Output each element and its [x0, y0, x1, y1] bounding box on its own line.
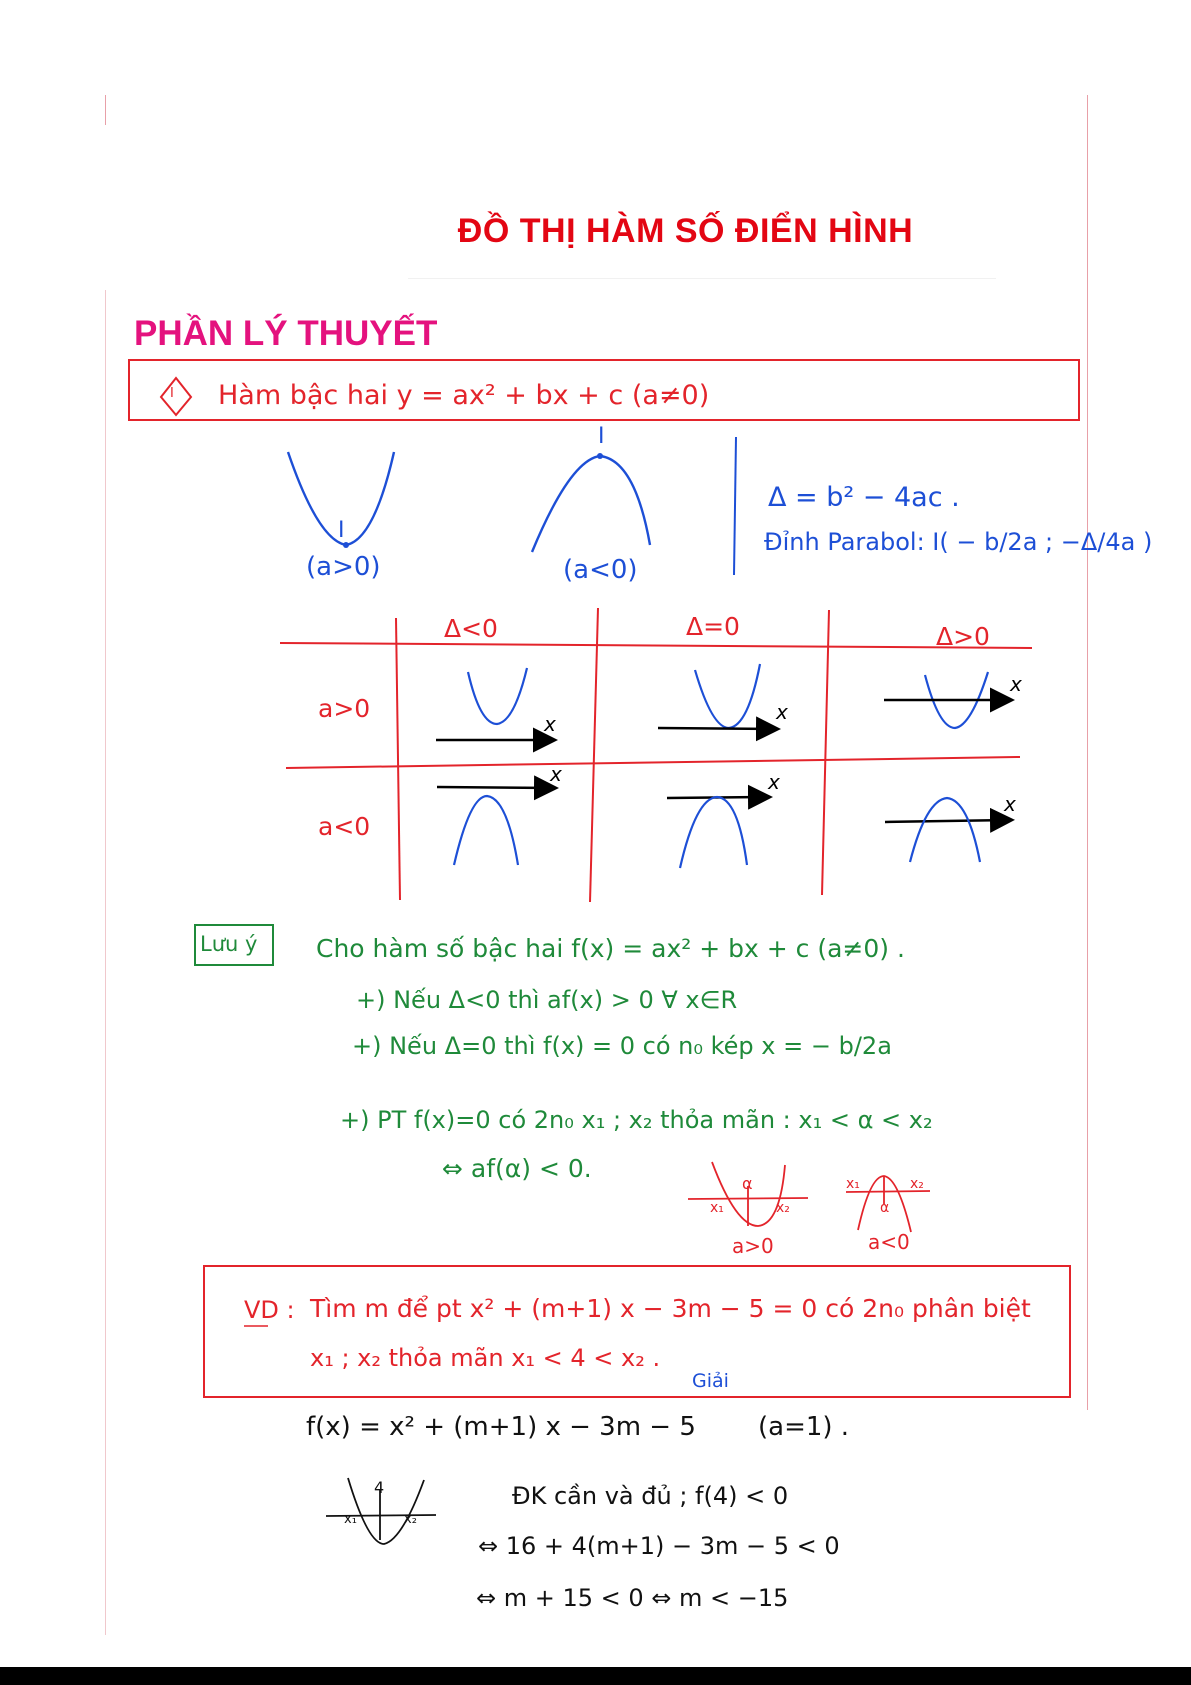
- axis-label: x: [1010, 672, 1022, 696]
- box-number: I: [170, 386, 174, 401]
- col-header-delta-neg: Δ<0: [444, 614, 498, 643]
- solution-line-2: ĐK cần và đủ ; f(4) < 0: [512, 1482, 789, 1510]
- axis-label: x: [1004, 792, 1016, 816]
- vertex-formula: Đỉnh Parabol: I( − b/2a ; −Δ/4a ): [764, 528, 1153, 556]
- sketch2-alpha: α: [880, 1200, 890, 1216]
- sketch-up-label: a>0: [732, 1234, 774, 1258]
- section-heading: PHẦN LÝ THUYẾT: [134, 314, 438, 353]
- box-example: [204, 1266, 1070, 1397]
- axis-label: x: [768, 770, 780, 794]
- cell-up-neg: [468, 668, 527, 724]
- sketch-up: [688, 1162, 808, 1226]
- example-line-1: Tìm m để pt x² + (m+1) x − 3m − 5 = 0 có 2n₀ phân biệt: [310, 1294, 1031, 1323]
- solution-line-1-note: (a=1) .: [758, 1412, 850, 1442]
- example-tag: VD :: [244, 1296, 295, 1324]
- label-a-positive: (a>0): [306, 552, 381, 582]
- solution-line-3: ⇔ 16 + 4(m+1) − 3m − 5 < 0: [478, 1532, 840, 1560]
- note-line-1: Cho hàm số bậc hai f(x) = ax² + bx + c (a≠0) .: [316, 934, 905, 963]
- sketch-down-label: a<0: [868, 1230, 910, 1254]
- vertex-label-up: I: [338, 518, 345, 543]
- vertex-dot-down: [597, 453, 603, 459]
- cell-down-neg: [454, 796, 518, 865]
- sign-table-grid: [280, 608, 1032, 902]
- note-line-5: ⇔ af(α) < 0.: [442, 1154, 592, 1183]
- example-line-2: x₁ ; x₂ thỏa mãn x₁ < 4 < x₂ .: [310, 1344, 661, 1372]
- note-line-2: +) Nếu Δ<0 thì af(x) > 0 ∀ x∈R: [356, 986, 738, 1014]
- page-title: ĐỒ THỊ HÀM SỐ ĐIỂN HÌNH: [457, 212, 914, 250]
- axis-label: x: [550, 762, 562, 786]
- solution-line-1: f(x) = x² + (m+1) x − 3m − 5: [306, 1412, 696, 1442]
- sketch-alpha: α: [742, 1174, 753, 1193]
- note-line-4: +) PT f(x)=0 có 2n₀ x₁ ; x₂ thỏa mãn : x₁ < α < x₂: [340, 1106, 933, 1134]
- cell-down-neg-axis: [437, 787, 554, 788]
- label-a-negative: (a<0): [563, 555, 638, 585]
- parabola-down: [532, 456, 650, 552]
- diamond-icon: [161, 378, 191, 415]
- sketch-x1: x₁: [710, 1200, 724, 1216]
- formula-divider: [734, 437, 736, 575]
- box-quadratic-text: Hàm bậc hai y = ax² + bx + c (a≠0): [218, 380, 710, 411]
- bottom-bar: [0, 1667, 1191, 1685]
- solution-label: Giải: [692, 1370, 729, 1392]
- sketch2-x1: x₁: [846, 1176, 860, 1192]
- delta-formula: Δ = b² − 4ac .: [768, 482, 960, 513]
- col-header-delta-pos: Δ>0: [936, 622, 990, 651]
- cell-up-zero: [695, 664, 760, 728]
- vertex-label-down: I: [598, 424, 605, 449]
- solution-line-4: ⇔ m + 15 < 0 ⇔ m < −15: [476, 1584, 789, 1612]
- solution-sketch-x2: x₂: [404, 1512, 417, 1527]
- row-header-a-pos: a>0: [318, 694, 371, 723]
- note-badge: Lưu ý: [200, 932, 258, 956]
- cell-down-pos: [910, 798, 980, 862]
- cell-down-pos-axis: [885, 820, 1010, 822]
- cell-down-zero: [680, 797, 747, 868]
- note-line-3: +) Nếu Δ=0 thì f(x) = 0 có n₀ kép x = − b/2a: [352, 1032, 892, 1060]
- col-header-delta-zero: Δ=0: [686, 612, 740, 641]
- axis-label: x: [776, 700, 788, 724]
- cell-up-zero-axis: [658, 728, 776, 729]
- row-header-a-neg: a<0: [318, 812, 371, 841]
- solution-sketch-x1: x₁: [344, 1512, 357, 1527]
- solution-sketch-label: 4: [374, 1478, 385, 1497]
- axis-label: x: [544, 712, 556, 736]
- sketch-x2: x₂: [776, 1200, 790, 1216]
- sketch2-x2: x₂: [910, 1176, 924, 1192]
